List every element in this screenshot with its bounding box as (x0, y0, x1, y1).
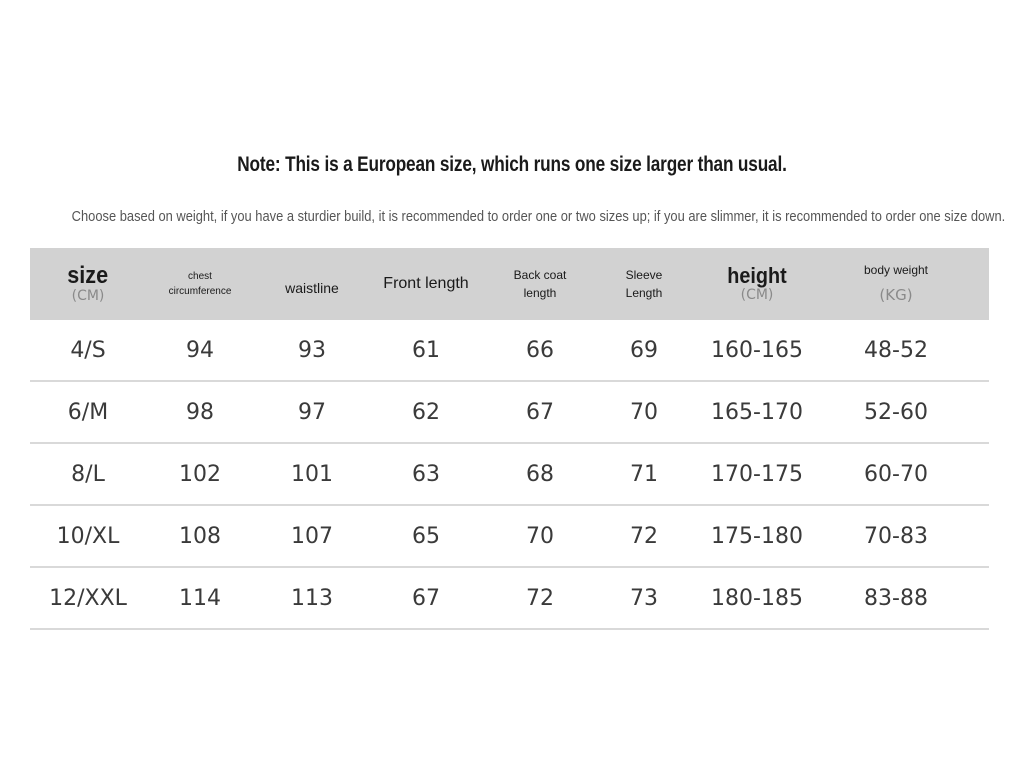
header-sleeve-length-label: Sleeve Length (625, 268, 663, 300)
size-note: Note: This is a European size, which runs one size larger than usual. (237, 153, 787, 176)
header-size-unit: (CM) (71, 288, 105, 305)
header-size-label: size (67, 262, 109, 290)
table-row (30, 444, 989, 506)
table-row (30, 382, 989, 444)
table-row (30, 568, 989, 630)
cell-size: 10/XL (56, 523, 120, 549)
cell-waistline: 113 (291, 585, 333, 611)
cell-body-weight: 48-52 (864, 337, 928, 363)
cell-body-weight: 83-88 (864, 585, 928, 611)
cell-sleeve-length: 72 (630, 523, 658, 549)
cell-back-length: 72 (526, 585, 554, 611)
header-body-weight-label: body weight (863, 263, 929, 278)
header-height-label: height (727, 263, 787, 289)
table-row (30, 506, 989, 568)
cell-size: 6/M (67, 399, 109, 425)
header-front-length-label: Front length (383, 274, 469, 292)
cell-height: 170-175 (711, 461, 803, 487)
header-body-weight (824, 248, 968, 320)
cell-waistline: 93 (298, 337, 326, 363)
header-sleeve-length (598, 248, 690, 320)
cell-back-length: 68 (526, 461, 554, 487)
cell-chest: 94 (186, 337, 214, 363)
cell-waistline: 97 (298, 399, 326, 425)
cell-waistline: 101 (291, 461, 333, 487)
cell-sleeve-length: 71 (630, 461, 658, 487)
cell-front-length: 61 (412, 337, 440, 363)
cell-sleeve-length: 73 (630, 585, 658, 611)
header-front-length (370, 248, 482, 320)
header-height-unit: (CM) (740, 287, 774, 304)
header-size (30, 248, 146, 320)
table-header (30, 248, 989, 320)
cell-size: 12/XXL (49, 585, 127, 611)
header-body-weight-unit: (KG) (879, 286, 913, 305)
cell-chest: 98 (186, 399, 214, 425)
cell-height: 180-185 (711, 585, 803, 611)
header-waistline-label: waistline (285, 279, 339, 296)
size-chart-table (30, 248, 989, 630)
cell-chest: 102 (179, 461, 221, 487)
cell-front-length: 62 (412, 399, 440, 425)
cell-body-weight: 52-60 (864, 399, 928, 425)
header-waistline (254, 248, 370, 320)
cell-height: 160-165 (711, 337, 803, 363)
cell-front-length: 63 (412, 461, 440, 487)
cell-sleeve-length: 70 (630, 399, 658, 425)
cell-back-length: 67 (526, 399, 554, 425)
cell-front-length: 67 (412, 585, 440, 611)
header-back-length (482, 248, 598, 320)
cell-height: 175-180 (711, 523, 803, 549)
cell-back-length: 70 (526, 523, 554, 549)
cell-size: 8/L (71, 461, 105, 487)
cell-body-weight: 60-70 (864, 461, 928, 487)
cell-back-length: 66 (526, 337, 554, 363)
header-chest (146, 248, 254, 320)
cell-chest: 114 (179, 585, 221, 611)
cell-front-length: 65 (412, 523, 440, 549)
header-chest-label: chest circumference (168, 271, 232, 297)
cell-sleeve-length: 69 (630, 337, 658, 363)
cell-waistline: 107 (291, 523, 333, 549)
header-back-length-label: Back coat length (513, 268, 567, 300)
cell-body-weight: 70-83 (864, 523, 928, 549)
header-height (690, 248, 824, 320)
cell-chest: 108 (179, 523, 221, 549)
size-advice: Choose based on weight, if you have a sturdier build, it is recommended to order one or two sizes up; if you are slimmer, it is recommended to order one size down. (71, 208, 1006, 225)
cell-size: 4/S (70, 337, 106, 363)
cell-height: 165-170 (711, 399, 803, 425)
table-row (30, 320, 989, 382)
